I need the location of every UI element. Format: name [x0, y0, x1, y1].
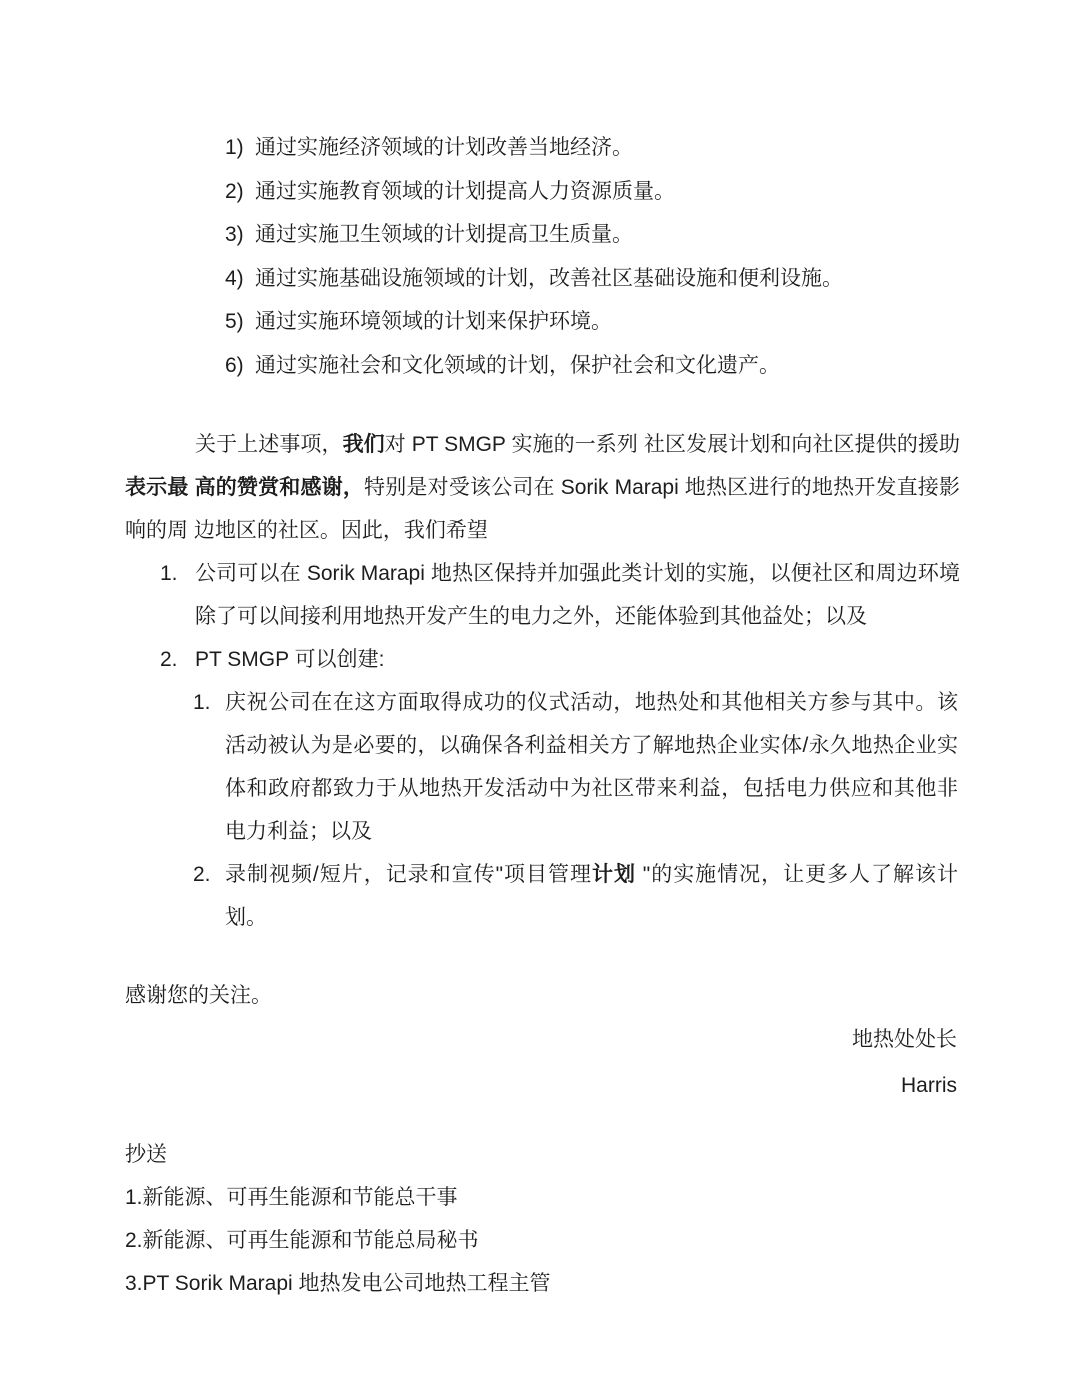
request-text: 公司可以在 Sorik Marapi 地热区保持并加强此类计划的实施，以便社区和周边环境除了可以间接利用地热开发产生的电力之外，还能体验到其他益处；以及 — [195, 562, 960, 628]
paragraph-text: 对 PT SMGP 实施的一系列 社区发展计划和向社区提供的援助 — [384, 433, 960, 456]
goal-item — [225, 213, 965, 257]
signature-name: Harris — [901, 1074, 957, 1097]
goal-marker: 4) — [225, 266, 244, 290]
goal-item — [225, 344, 965, 388]
sub-request-text-post: "的实施情况，让更多人了解该计划。 — [225, 863, 958, 929]
goal-text: 通过实施社会和文化领域的计划，保护社会和文化遗产。 — [255, 353, 780, 377]
sub-request-text — [225, 853, 958, 939]
goal-marker: 2) — [225, 179, 244, 203]
appreciation-paragraph — [125, 423, 960, 552]
goal-text: 通过实施环境领域的计划来保护环境。 — [255, 310, 612, 333]
request-marker: 2. — [160, 648, 178, 671]
signature-title: 地热处处长 — [852, 1028, 957, 1051]
cc-label: 抄送 — [125, 1143, 167, 1166]
sub-request-list — [193, 681, 958, 939]
cc-item: 3.PT Sorik Marapi 地热发电公司地热工程主管 — [125, 1272, 551, 1295]
closing-thanks: 感谢您的关注。 — [125, 984, 272, 1007]
goal-text: 通过实施基础设施领域的计划，改善社区基础设施和便利设施。 — [255, 266, 843, 290]
goal-marker: 1) — [225, 136, 244, 159]
goal-list — [225, 126, 965, 387]
paragraph-bold-we: 我们 — [342, 433, 385, 456]
goal-marker: 5) — [225, 310, 244, 333]
request-text: PT SMGP 可以创建: — [195, 648, 385, 671]
sub-request-item — [193, 853, 958, 939]
goal-item — [225, 300, 965, 344]
request-marker: 1. — [160, 562, 178, 585]
cc-block — [125, 1133, 960, 1305]
sub-request-item — [193, 681, 958, 853]
cc-item: 2.新能源、可再生能源和节能总局秘书 — [125, 1229, 479, 1252]
goal-item — [225, 126, 965, 170]
sub-request-marker: 2. — [193, 863, 211, 886]
cc-item: 1.新能源、可再生能源和节能总干事 — [125, 1186, 458, 1209]
sub-request-text-bold: 计划 — [591, 863, 636, 886]
request-item — [160, 638, 960, 681]
paragraph-text: 特别是对受该公司在 Sorik Marapi 地热区进行的地热开发直接影响的周 边地区的社区。因此，我们希望 — [125, 476, 960, 542]
goal-item — [225, 170, 965, 214]
request-list — [160, 552, 960, 681]
signature-block — [125, 1017, 957, 1109]
goal-text: 通过实施教育领域的计划提高人力资源质量。 — [255, 179, 675, 203]
request-item — [160, 552, 960, 638]
sub-request-text-pre: 录制视频/短片，记录和宣传"项目管理 — [225, 863, 592, 886]
goal-text: 通过实施经济领域的计划改善当地经济。 — [255, 136, 633, 159]
sub-request-text: 庆祝公司在在这方面取得成功的仪式活动，地热处和其他相关方参与其中。该活动被认为是必要的，以确保各利益相关方了解地热企业实体/永久地热企业实体和政府都致力于从地热开发活动中为社区带来利益，包括电力供应和其他非电力利益；以及 — [225, 691, 958, 843]
goal-marker: 6) — [225, 353, 244, 377]
paragraph-bold-appreciation: 表示最 高的赞赏和感谢， — [125, 476, 365, 499]
goal-text: 通过实施卫生领域的计划提高卫生质量。 — [255, 223, 633, 246]
goal-marker: 3) — [225, 223, 244, 246]
paragraph-text: 关于上述事项， — [195, 433, 343, 456]
goal-item — [225, 257, 965, 301]
sub-request-marker: 1. — [193, 691, 211, 714]
